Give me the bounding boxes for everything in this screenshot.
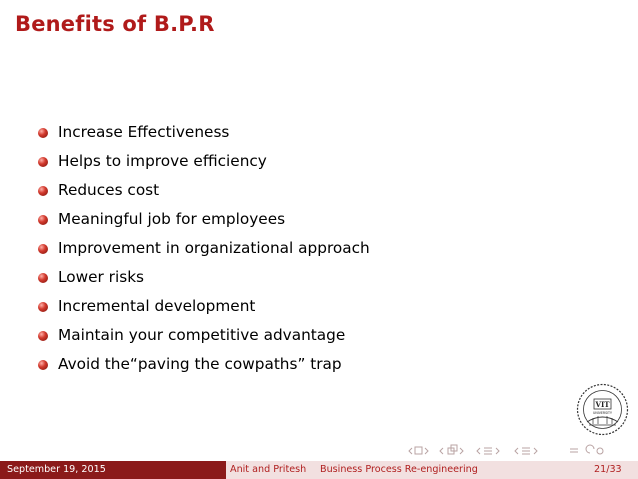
list-item <box>38 263 370 292</box>
footer-authors: Anit and Pritesh <box>230 464 307 475</box>
bullet-text: Increase Effectiveness <box>58 123 230 141</box>
bullet-list <box>38 118 370 379</box>
university-logo <box>575 382 630 437</box>
bullet-icon <box>38 360 48 370</box>
bullet-text: Meaningful job for employees <box>58 210 286 228</box>
list-item <box>38 350 370 379</box>
bullet-icon <box>38 331 48 341</box>
nav-search-icon[interactable] <box>586 445 603 454</box>
logo-subtext: UNIVERSITY <box>593 411 612 415</box>
nav-subsection-icon[interactable] <box>477 448 499 454</box>
list-item <box>38 147 370 176</box>
footer-date: September 19, 2015 <box>0 461 226 479</box>
bullet-text: Avoid the“paving the cowpaths” trap <box>58 355 342 373</box>
bullet-icon <box>38 244 48 254</box>
bullet-text: Maintain your competitive advantage <box>58 326 346 344</box>
bullet-icon <box>38 186 48 196</box>
list-item <box>38 292 370 321</box>
bullet-icon <box>38 128 48 138</box>
footer-info <box>226 461 638 479</box>
navigation-symbols[interactable] <box>408 443 608 459</box>
nav-align-icon[interactable] <box>570 449 578 452</box>
bullet-text: Incremental development <box>58 297 256 315</box>
nav-first-icon[interactable] <box>409 447 428 454</box>
bullet-text: Helps to improve efficiency <box>58 152 267 170</box>
list-item <box>38 205 370 234</box>
footer-short-title: Business Process Re-engineering <box>320 464 478 475</box>
footer-bar <box>0 461 638 479</box>
bullet-icon <box>38 215 48 225</box>
slide-title: Benefits of B.P.R <box>15 12 215 36</box>
slide-header <box>0 0 638 50</box>
bullet-text: Improvement in organizational approach <box>58 239 370 257</box>
list-item <box>38 321 370 350</box>
bullet-icon <box>38 302 48 312</box>
list-item <box>38 118 370 147</box>
bullet-text: Reduces cost <box>58 181 160 199</box>
footer-page-number: 21/33 <box>594 464 622 475</box>
bullet-icon <box>38 273 48 283</box>
nav-section-icon[interactable] <box>515 448 537 454</box>
list-item <box>38 234 370 263</box>
nav-frame-icon[interactable] <box>440 445 463 454</box>
list-item <box>38 176 370 205</box>
bullet-text: Lower risks <box>58 268 145 286</box>
logo-text: VIT <box>595 400 610 409</box>
bullet-icon <box>38 157 48 167</box>
